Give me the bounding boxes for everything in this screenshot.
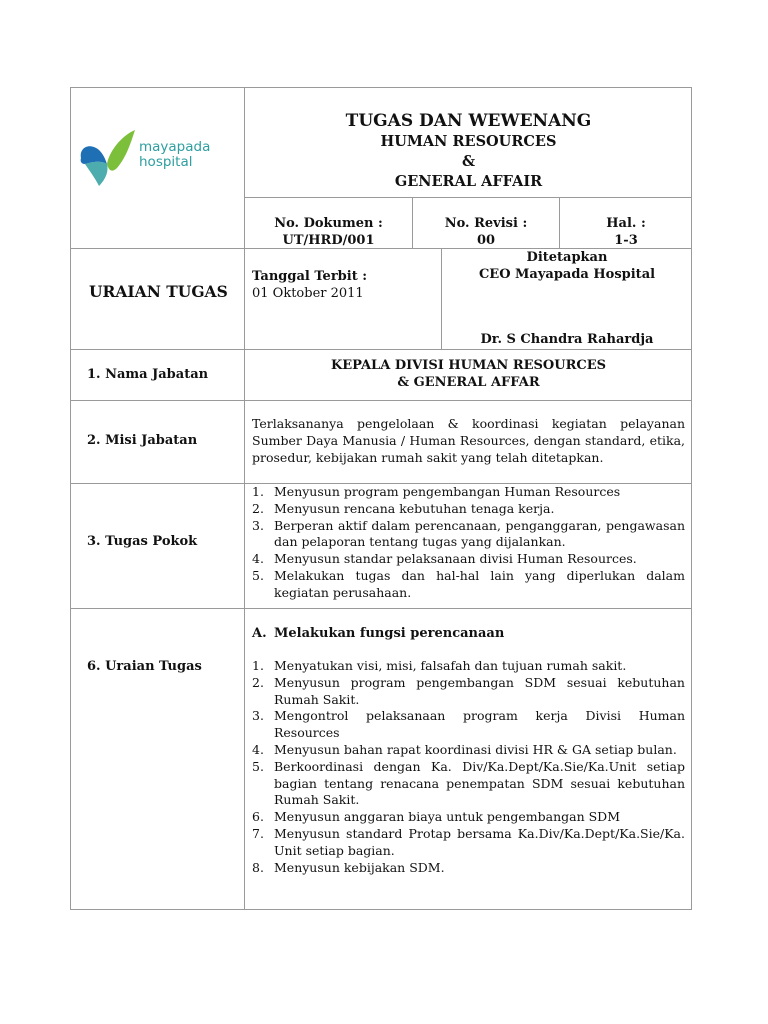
list-item: 5. Melakukan tugas dan hal-hal lain yang diperlukan dalam kegiatan perusahaan.: [252, 567, 685, 600]
list-item: 3. Berperan aktif dalam perencanaan, penganggaran, pengawasan dan pelaporan tentang tugas yang dijalankan.: [252, 517, 685, 550]
uraian-tugas-list: [252, 658, 685, 876]
row-divider: [71, 608, 692, 609]
heart-leaf-icon: [77, 128, 139, 188]
no-revisi-value: 00: [476, 233, 496, 248]
no-revisi-label: No. Revisi :: [444, 216, 528, 231]
tanggal-terbit-label: Tanggal Terbit :: [252, 269, 368, 284]
list-item: 6. Menyusun anggaran biaya untuk pengembangan SDM: [252, 809, 620, 825]
misi-jabatan-label: 2. Misi Jabatan: [87, 433, 198, 448]
column-divider: [244, 88, 245, 910]
approval-cell: [442, 248, 692, 349]
nama-jabatan-label-cell: [87, 367, 208, 382]
no-dokumen-cell: [245, 215, 412, 249]
document-subtitle-1: HUMAN RESOURCES: [380, 133, 557, 150]
tugas-pokok-label-cell: [87, 534, 197, 549]
uraian-tugas-heading: URAIAN TUGAS: [89, 282, 228, 301]
nama-jabatan-line-2: & GENERAL AFFAR: [397, 375, 540, 390]
uraian-tugas-label: 6. Uraian Tugas: [87, 659, 202, 674]
list-item: 8. Menyusun kebijakan SDM.: [252, 859, 445, 875]
misi-jabatan-label-cell: [87, 433, 197, 448]
logo-wordmark: [139, 140, 210, 170]
row-divider: [71, 400, 692, 401]
tanggal-terbit-value: 01 Oktober 2011: [252, 286, 364, 301]
hal-cell: [560, 215, 692, 249]
nama-jabatan-value-cell: [245, 357, 692, 391]
tanggal-terbit-cell: [252, 268, 367, 302]
list-item: 1. Menyatukan visi, misi, falsafah dan tujuan rumah sakit.: [252, 658, 627, 673]
section-title: Melakukan fungsi perencanaan: [274, 626, 505, 641]
no-revisi-cell: [413, 215, 559, 249]
list-item: 1. Menyusun program pengembangan Human Resources: [252, 484, 621, 499]
row-divider: [244, 197, 692, 198]
list-item: 4. Menyusun bahan rapat koordinasi divisi HR & GA setiap bulan.: [252, 741, 677, 757]
document-subtitle-amp: &: [461, 153, 476, 170]
document-title: TUGAS DAN WEWENANG: [345, 111, 592, 131]
hal-value: 1-3: [614, 233, 638, 248]
row-divider: [71, 349, 692, 350]
job-description-document: [70, 87, 692, 910]
hospital-logo: [77, 128, 227, 188]
misi-jabatan-text: Terlaksananya pengelolaan & koordinasi kegiatan pelayanan Sumber Daya Manusia / Human Resources, dengan standard, etika, prosedur, kebijakan rumah sakit yang telah ditetapkan.: [252, 416, 685, 465]
signer-name: Dr. S Chandra Rahardja: [480, 332, 654, 347]
nama-jabatan-label: 1. Nama Jabatan: [87, 367, 209, 382]
logo-line-2: hospital: [139, 154, 193, 170]
ceo-title: CEO Mayapada Hospital: [478, 267, 656, 282]
uraian-tugas-label-cell: [87, 659, 202, 674]
uraian-tugas-heading-cell: [89, 282, 228, 301]
misi-jabatan-value-cell: [252, 415, 685, 466]
no-dokumen-label: No. Dokumen :: [274, 216, 383, 231]
list-item: 3. Mengontrol pelaksanaan program kerja Divisi Human Resources: [252, 708, 685, 741]
document-subtitle-2: GENERAL AFFAIR: [394, 173, 543, 190]
hal-label: Hal. :: [606, 216, 646, 231]
section-letter: A.: [252, 626, 267, 641]
tugas-pokok-list-cell: [252, 484, 685, 602]
no-dokumen-value: UT/HRD/001: [282, 233, 375, 248]
logo-line-1: mayapada: [139, 139, 211, 155]
tugas-pokok-list: [252, 484, 685, 602]
logo-cell: [71, 88, 244, 248]
list-item: 2. Menyusun rencana kebutuhan tenaga kerja.: [252, 500, 555, 516]
uraian-tugas-content-cell: [252, 625, 685, 876]
ditetapkan-label: Ditetapkan: [526, 250, 608, 265]
list-item: 2. Menyusun program pengembangan SDM sesuai kebutuhan Rumah Sakit.: [252, 674, 685, 707]
nama-jabatan-line-1: KEPALA DIVISI HUMAN RESOURCES: [330, 358, 607, 373]
list-item: 5. Berkoordinasi dengan Ka. Div/Ka.Dept/Ka.Sie/Ka.Unit setiap bagian tentang renacana penempatan SDM sesuai kebutuhan Rumah Sakit.: [252, 758, 685, 808]
section-heading: [252, 625, 685, 642]
title-cell: [245, 110, 692, 192]
list-item: 4. Menyusun standar pelaksanaan divisi Human Resources.: [252, 551, 637, 567]
list-item: 7. Menyusun standard Protap bersama Ka.Div/Ka.Dept/Ka.Sie/Ka. Unit setiap bagian.: [252, 825, 685, 858]
tugas-pokok-label: 3. Tugas Pokok: [87, 534, 198, 549]
